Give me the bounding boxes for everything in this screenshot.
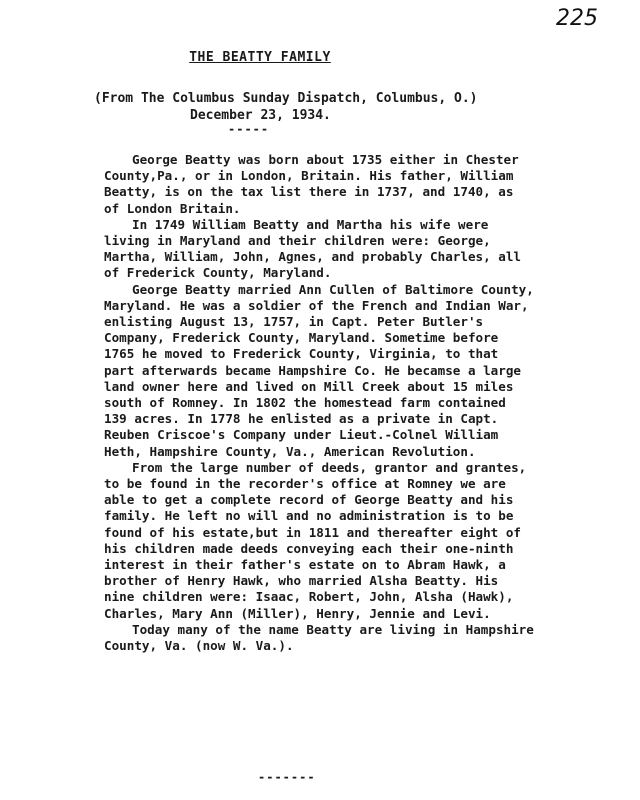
paragraph-3: George Beatty married Ann Cullen of Baltimore County, Maryland. He was a soldier of the French and Indian War, enlisting August 13, 1757, in Capt. Peter Butler's Company, Frederick County, Maryland. Sometime before 1765 he moved to Frederick County, Virginia, to that part afterwards became Hampshire Co. He becamse a large land owner here and lived on Mill Creek about 15 miles south of Romney. In 1802 the homestead farm contained 139 acres. In 1778 he enlisted as a private in Capt. Reuben Criscoe's Company under Lieut.-Colnel William Heth, Hampshire County, Va., American Revolution. xyxy=(104,281,534,459)
document-title: THE BEATTY FAMILY xyxy=(189,50,331,65)
paragraph-1: George Beatty was born about 1735 either in Chester County,Pa., or in London, Britain. His father, William Beatty, is on the tax list there in 1737, and 1740, as of London Britain. xyxy=(104,152,519,216)
separator-top: ----- xyxy=(228,122,270,136)
separator-bottom: ------- xyxy=(258,770,316,784)
paragraph-2: In 1749 William Beatty and Martha his wife were living in Maryland and their children were: George, Martha, William, John, Agnes, and probably Charles, all of Frederick County, Maryland. xyxy=(104,216,522,281)
paragraph-5: Today many of the name Beatty are living in Hampshire County, Va. (now W. Va.). xyxy=(104,621,534,654)
source-line: (From The Columbus Sunday Dispatch, Columbus, O.) xyxy=(94,91,478,106)
article-body xyxy=(104,152,534,654)
paragraph-4: From the large number of deeds, grantor and grantes, to be found in the recorder's office at Romney we are able to get a complete record of George Beatty and his family. He left no will and no administration is to be found of his estate,but in 1811 and thereafter eight of his children made deeds conveying each their one-ninth interest in their father's estate on to Abram Hawk, a brother of Henry Hawk, who married Alsha Beatty. His nine children were: Isaac, Robert, John, Alsha (Hawk), Charles, Mary Ann (Miller), Henry, Jennie and Levi. xyxy=(104,459,527,621)
source-citation xyxy=(94,90,478,124)
source-date: December 23, 1934. xyxy=(190,108,331,123)
page-number: 225 xyxy=(556,6,598,31)
